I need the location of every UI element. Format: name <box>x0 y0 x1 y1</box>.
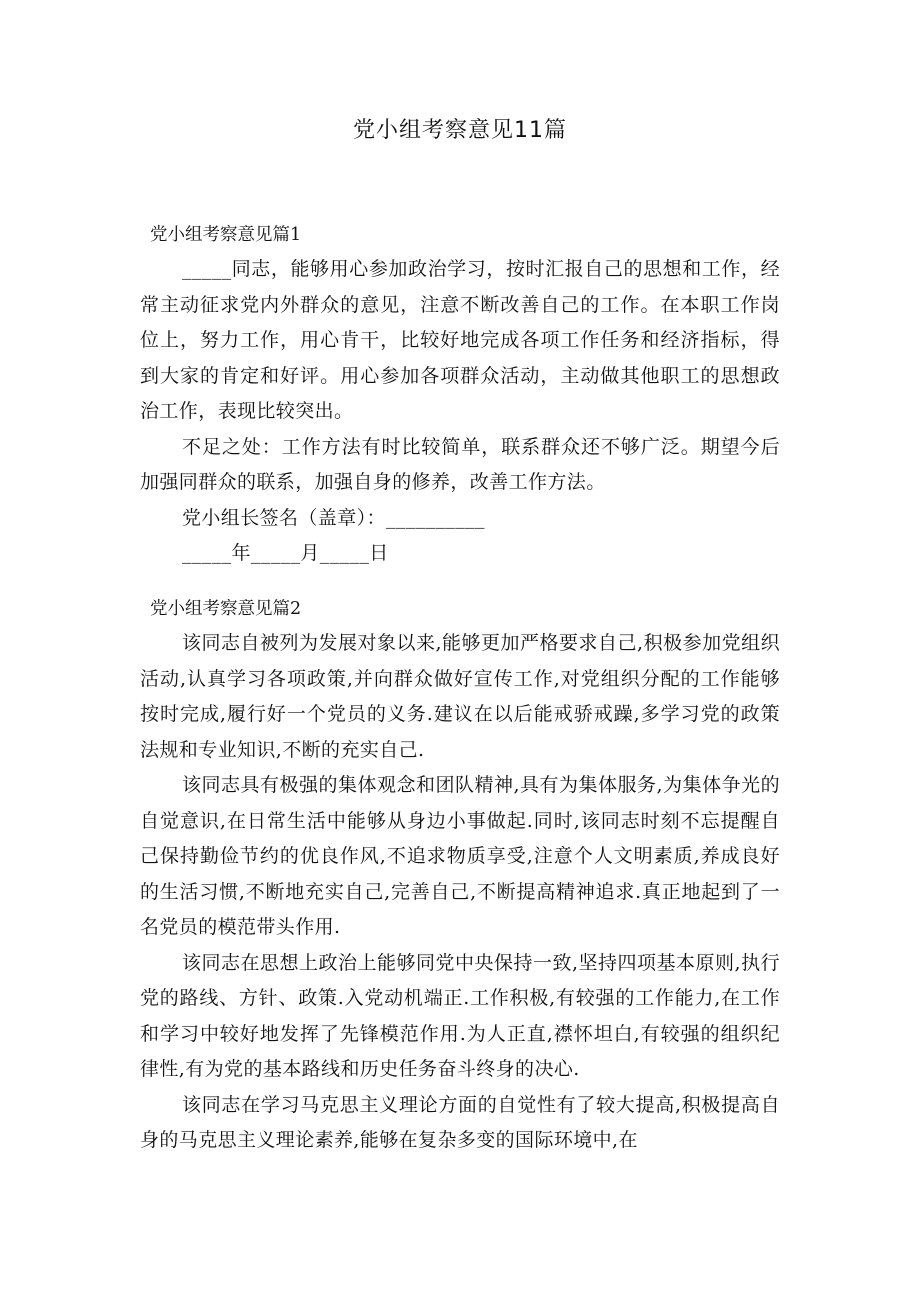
section-2-paragraph-1: 该同志自被列为发展对象以来,能够更加严格要求自己,积极参加党组织活动,认真学习各项政策,并向群众做好宣传工作,对党组织分配的工作能够按时完成,履行好一个党员的义务.建议在以后能戒骄戒躁,多学习党的政策法规和专业知识,不断的充实自己. <box>140 632 780 761</box>
section-1-heading: 党小组考察意见篇1 <box>150 225 302 245</box>
date-line: _____年_____月_____日 <box>182 542 389 564</box>
section-2-paragraph-2: 该同志具有极强的集体观念和团队精神,具有为集体服务,为集体争光的自觉意识,在日常生活中能够从身边小事做起.同时,该同志时刻不忘提醒自己保持勤俭节约的优良作风,不追求物质享受,注意个人文明素质,养成良好的生活习惯,不断地充实自己,完善自己,不断提高精神追求.真正地起到了一名党员的模范带头作用. <box>140 774 780 938</box>
document-title: 党小组考察意见11篇 <box>353 118 567 143</box>
signature-line: 党小组长签名（盖章）：__________ <box>182 506 485 529</box>
section-2-heading: 党小组考察意见篇2 <box>150 599 302 619</box>
section-1-paragraph-1: _____同志，能够用心参加政治学习，按时汇报自己的思想和工作，经常主动征求党内外群众的意见，注意不断改善自己的工作。在本职工作岗位上，努力工作，用心肯干，比较好地完成各项工作任务和经济指标，得到大家的肯定和好评。用心参加各项群众活动，主动做其他职工的思想政治工作，表现比较突出。 <box>140 258 780 422</box>
section-2-paragraph-4: 该同志在学习马克思主义理论方面的自觉性有了较大提高,积极提高自身的马克思主义理论素养,能够在复杂多变的国际环境中,在 <box>140 1093 780 1151</box>
section-2 <box>140 592 780 1159</box>
section-2-paragraph-3: 该同志在思想上政治上能够同党中央保持一致,坚持四项基本原则,执行党的路线、方针、政策.入党动机端正.工作积极,有较强的工作能力,在工作和学习中较好地发挥了先锋模范作用.为人正直,襟怀坦白,有较强的组织纪律性,有为党的基本路线和历史任务奋斗终身的决心. <box>140 951 780 1080</box>
section-1-paragraph-2: 不足之处：工作方法有时比较简单，联系群众还不够广泛。期望今后加强同群众的联系，加强自身的修养，改善工作方法。 <box>140 435 780 493</box>
section-1 <box>140 218 780 572</box>
